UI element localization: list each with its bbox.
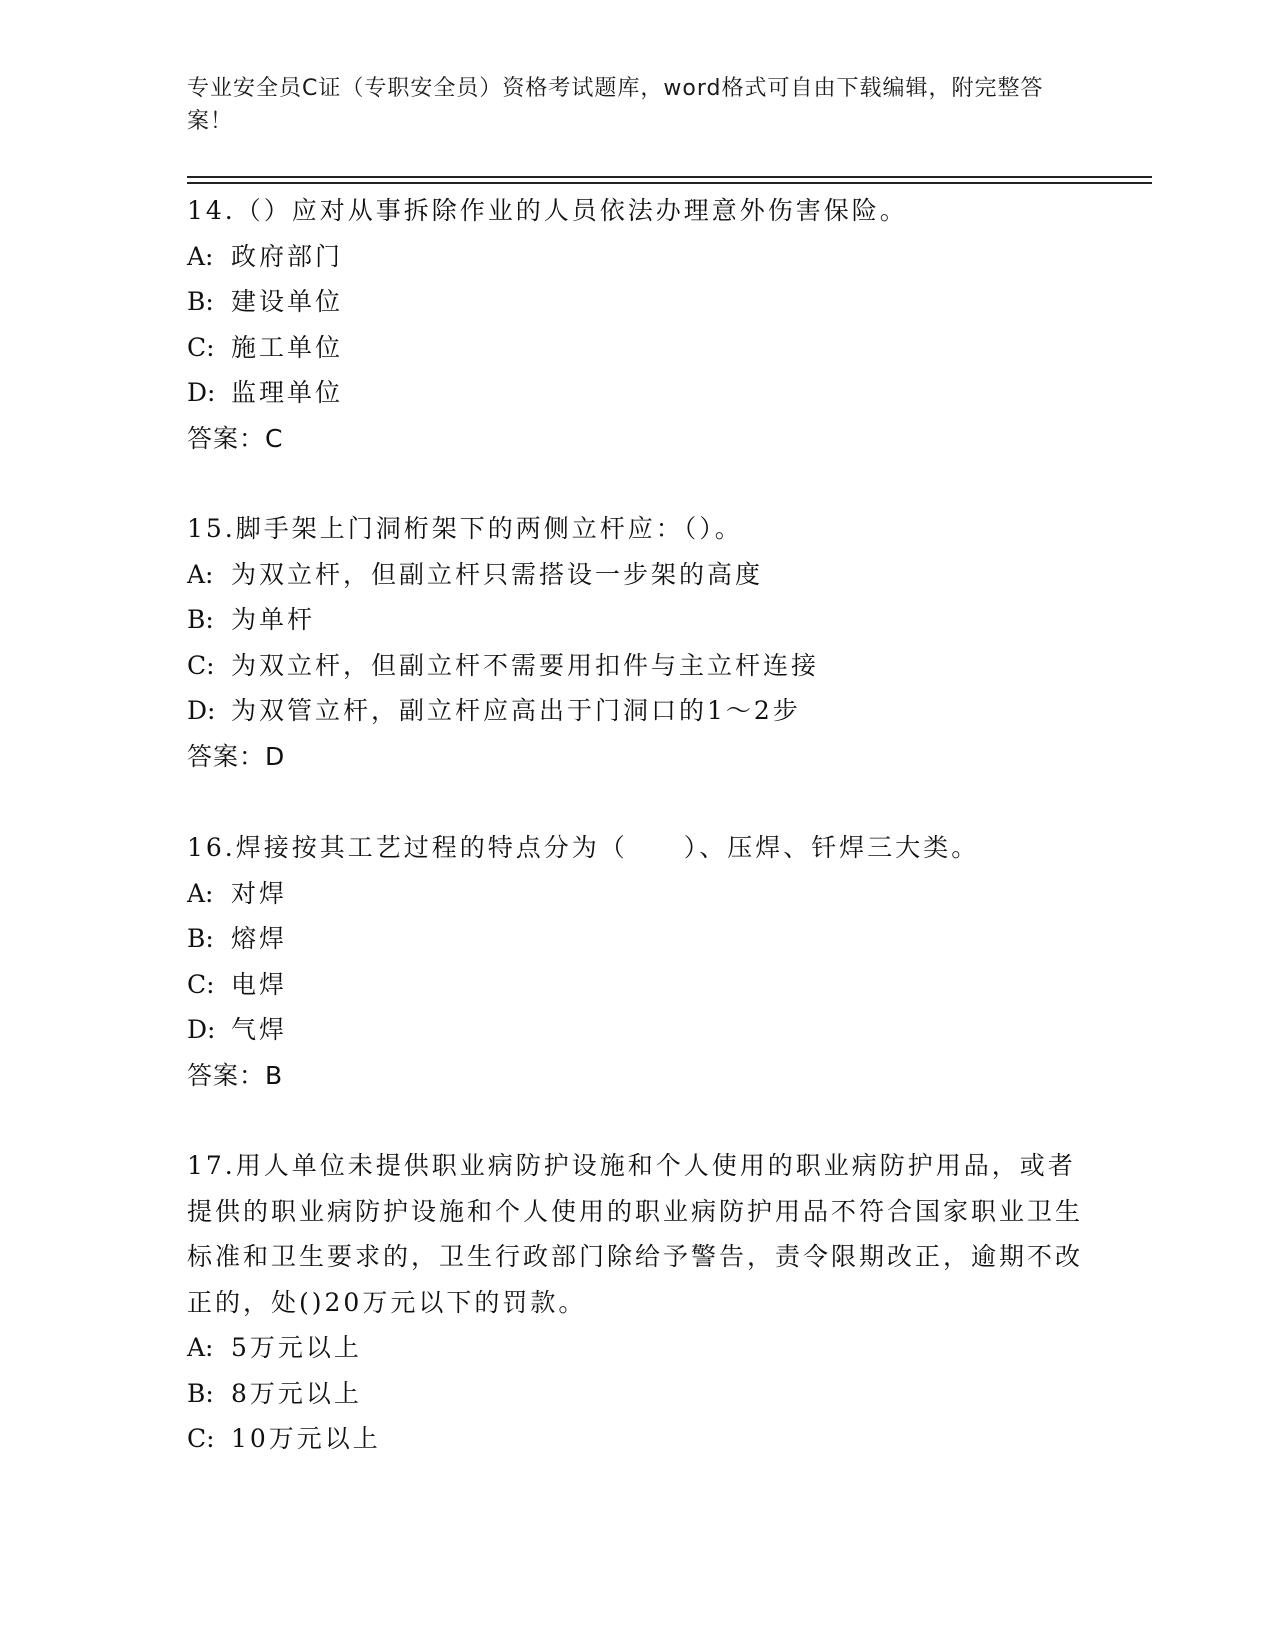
header-rule-bottom [187,182,1152,184]
answer-line: 答案：C [187,423,284,453]
option-letter: A: [187,241,214,271]
option-a [187,552,1087,598]
option-text: 气焊 [231,1015,288,1044]
question-14 [187,188,1087,461]
option-letter: D: [187,1015,216,1044]
option-text: 电焊 [231,969,288,999]
option-c [187,325,1087,371]
option-d [187,1007,1087,1053]
question-17 [187,1143,1087,1462]
option-c [187,1416,1087,1462]
option-letter: B: [187,287,214,316]
option-text: 为双立杆，但副立杆不需要用扣件与主立杆连接 [231,650,820,680]
option-b [187,597,1087,643]
option-text: 为双立杆，但副立杆只需搭设一步架的高度 [231,559,764,589]
option-letter: A: [187,559,214,589]
option-text: 对焊 [231,878,288,908]
option-text: 为双管立杆，副立杆应高出于门洞口的1～2步 [231,696,801,725]
option-b [187,916,1087,962]
question-stem: 14.（）应对从事拆除作业的人员依法办理意外伤害保险。 [187,196,908,225]
option-text: 建设单位 [231,287,344,316]
option-a [187,234,1087,280]
option-text: 10万元以上 [231,1424,381,1453]
option-letter: C: [187,332,215,362]
option-text: 监理单位 [231,378,344,407]
option-letter: C: [187,1424,215,1453]
option-text: 熔焊 [231,924,288,953]
option-letter: B: [187,1378,214,1408]
option-c [187,643,1087,689]
option-letter: C: [187,969,215,999]
option-d [187,688,1087,734]
option-text: 施工单位 [231,332,344,362]
document-header: 专业安全员C证（专职安全员）资格考试题库，word格式可自由下载编辑，附完整答案！ [187,76,1044,134]
answer-line: 答案：D [187,741,286,771]
question-stem: 16.焊接按其工艺过程的特点分为（ ）、压焊、钎焊三大类。 [187,833,980,862]
option-text: 5万元以上 [231,1333,362,1362]
option-letter: A: [187,1333,214,1362]
option-letter: D: [187,378,216,407]
header-rule-top [187,176,1152,178]
option-text: 政府部门 [231,241,344,271]
option-b [187,1371,1087,1417]
option-letter: B: [187,605,214,634]
option-c [187,962,1087,1008]
option-d [187,370,1087,416]
option-b [187,279,1087,325]
option-letter: C: [187,650,215,680]
question-stem: 17.用人单位未提供职业病防护设施和个人使用的职业病防护用品，或者提供的职业病防护设施和个人使用的职业病防护用品不符合国家职业卫生标准和卫生要求的，卫生行政部门除给予警告，责令限期改正，逾期不改正的，处()20万元以下的罚款。 [187,1151,1084,1317]
question-16 [187,825,1087,1098]
option-letter: A: [187,878,214,908]
answer-line: 答案：B [187,1060,284,1090]
option-letter: B: [187,924,214,953]
option-a [187,1325,1087,1371]
question-15 [187,506,1087,779]
option-text: 8万元以上 [231,1378,362,1408]
question-stem: 15.脚手架上门洞桁架下的两侧立杆应：（）。 [187,514,743,543]
option-text: 为单杆 [231,605,316,634]
option-letter: D: [187,696,216,725]
option-a [187,871,1087,917]
